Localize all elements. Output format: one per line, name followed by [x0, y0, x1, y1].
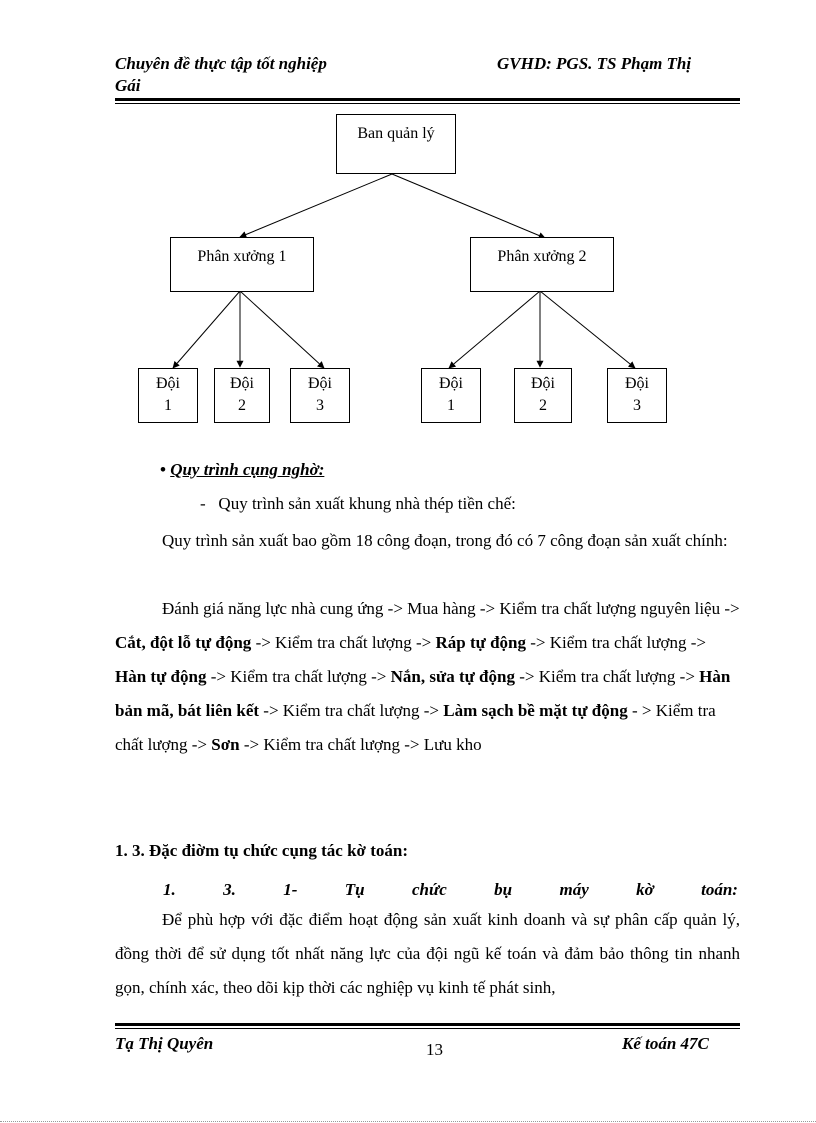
process-dash-item: - Quy trình sản xuất khung nhà thép tiền chế: [200, 494, 516, 513]
header-left-line2: Gái [115, 76, 141, 95]
header-left-line1: Chuyên đề thực tập tốt nghiệp [115, 54, 327, 73]
org-chart-connectors [0, 0, 816, 440]
org-box-team [514, 368, 572, 423]
process-step-text: -> Kiểm tra chất lượng -> [514, 667, 700, 686]
team-number: 3 [633, 397, 641, 414]
page-bottom-edge [0, 1121, 816, 1122]
sub-part: bụ [494, 880, 513, 899]
team-label: Đội [156, 375, 180, 392]
process-intro: Quy trình sản xuất bao gồm 18 công đoạn, trong đó có 7 công đoạn sản xuất chính: [162, 531, 728, 550]
section-13-heading: 1. 3. Đặc điờm tụ chức cụng tác kờ toán: [115, 841, 408, 860]
footer-rule-thick [115, 1023, 740, 1026]
sub-part: máy [559, 880, 589, 899]
process-step-bold: Ráp tự động [435, 633, 527, 652]
team-number: 2 [539, 397, 547, 414]
process-step-text: -> Kiểm tra chất lượng -> Lưu kho [239, 735, 482, 754]
process-steps [115, 592, 740, 762]
process-step-text: -> Kiểm tra chất lượng -> [206, 667, 391, 686]
team-label: Đội [230, 375, 254, 392]
process-step-text: -> Kiểm tra chất lượng -> [526, 633, 706, 652]
process-step-bold: Sơn [211, 735, 240, 754]
process-step-bold: Nắn, sửa tự động [390, 667, 515, 686]
sub-part: 1- [283, 880, 298, 899]
team-number: 2 [238, 397, 246, 414]
process-heading [160, 460, 324, 480]
process-step-bold: Cắt, đột lỗ tự động [115, 633, 252, 652]
org-box-team [290, 368, 350, 423]
process-step-text: - > Kiểm tra chất lượng -> [115, 701, 716, 754]
bullet-icon: • [160, 460, 166, 479]
team-label: Đội [439, 375, 463, 392]
footer-class: Kế toán 47C [622, 1034, 709, 1053]
sub-part: kờ [636, 880, 654, 899]
header-right: GVHD: PGS. TS Phạm Thị [497, 54, 692, 73]
process-step-bold: Hàn tự động [115, 667, 207, 686]
org-box-root: Ban quản lý [336, 114, 456, 174]
sub-part: 3. [223, 880, 236, 899]
team-number: 3 [316, 397, 324, 414]
org-box-team [421, 368, 481, 423]
team-label: Đội [531, 375, 555, 392]
org-box-workshop-2: Phân xưởng 2 [470, 237, 614, 292]
process-step-text: -> Kiểm tra chất lượng -> [251, 633, 436, 652]
sub-part: Tụ [344, 880, 365, 899]
footer-page-number: 13 [426, 1040, 443, 1059]
org-box-team [138, 368, 198, 423]
team-number: 1 [164, 397, 172, 414]
process-heading-text: Quy trình cụng nghờ: [170, 460, 325, 479]
process-step-text: -> Kiểm tra chất lượng -> [259, 701, 444, 720]
sub-part: chức [412, 880, 447, 899]
section-13-subheading [163, 880, 738, 900]
org-box-workshop-1: Phân xưởng 1 [170, 237, 314, 292]
org-box-team [607, 368, 667, 423]
sub-part: toán: [701, 880, 738, 899]
footer-rule-thin [115, 1028, 740, 1029]
org-box-team [214, 368, 270, 423]
sub-part: 1. [163, 880, 176, 899]
team-number: 1 [447, 397, 455, 414]
process-step-bold: Hàn bản mã, bát liên kết [115, 667, 731, 720]
process-step-bold: Làm sạch bề mặt tự động [443, 701, 628, 720]
team-label: Đội [308, 375, 332, 392]
section-13-paragraph: Để phù hợp với đặc điểm hoạt động sản xuất kinh doanh và sự phân cấp quản lý, đồng thời để sử dụng tốt nhất năng lực của đội ngũ kế toán và đảm bảo thông tin nhanh gọn, chính xác, theo dõi kịp thời các nghiệp vụ kinh tế phát sinh, [115, 910, 740, 997]
process-step-text: Đánh giá năng lực nhà cung ứng -> Mua hàng -> Kiểm tra chất lượng nguyên liệu -> [162, 599, 740, 618]
footer-author: Tạ Thị Quyên [115, 1034, 214, 1053]
team-label: Đội [625, 375, 649, 392]
